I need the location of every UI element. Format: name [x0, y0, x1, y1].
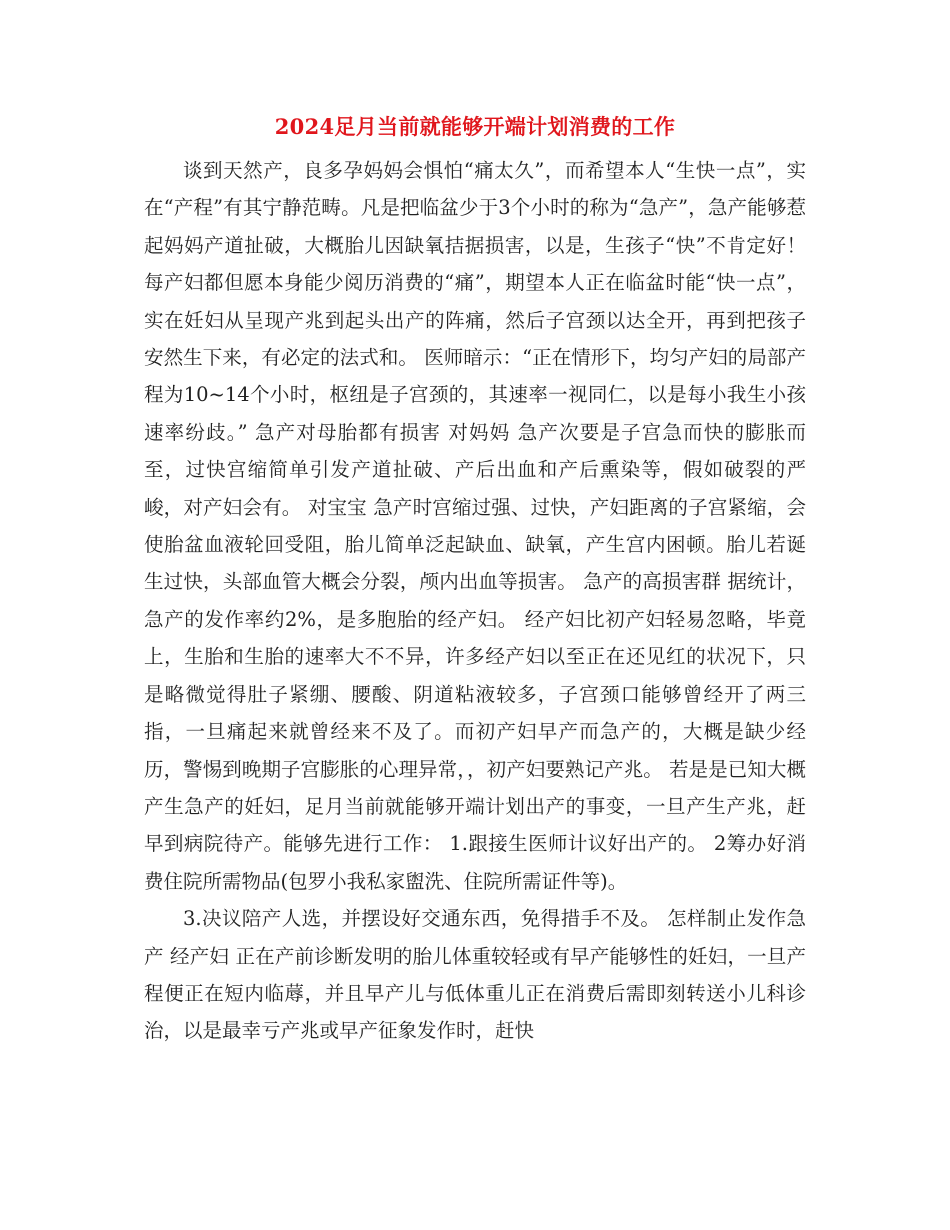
body-paragraph-2: 3.决议陪产人选，并摆设好交通东西，免得措手不及。 怎样制止发作急产 经产妇 正在产前诊断发明的胎儿体重较轻或有早产能够性的妊妇，一旦产程便正在短内临蓐，并且早产儿与低体重儿正在消费后需即刻转送小儿科诊治，以是最幸亏产兆或早产征象发作时，赶快	[144, 907, 806, 1043]
body-paragraph-1: 谈到天然产，良多孕妈妈会惧怕“痛太久”，而希望本人“生快一点”，实在“产程”有其宁静范畴。凡是把临盆少于3个小时的称为“急产”，急产能够惹起妈妈产道扯破，大概胎儿因缺氧拮据损害，以是，生孩子“快”不肯定好！每产妇都但愿本身能少阅历消费的“痛”，期望本人正在临盆时能“快一点”，实在妊妇从呈现产兆到起头出产的阵痛，然后子宫颈以达全开，再到把孩子安然生下来，有必定的法式和。 医师暗示：“正在情形下，均匀产妇的局部产程为10~14个小时，枢纽是子宫颈的，其速率一视同仁，以是每小我生小孩速率纷歧。” 急产对母胎都有损害 对妈妈 急产次要是子宫急而快的膨胀而至，过快宫缩简单引发产道扯破、产后出血和产后熏染等，假如破裂的严峻，对产妇会有。 对宝宝 急产时宫缩过强、过快，产妇距离的子宫紧缩，会使胎盆血液轮回受阻，胎儿简单泛起缺血、缺氧，产生宫内困顿。胎儿若诞生过快，头部血管大概会分裂，颅内出血等损害。 急产的高损害群 据统计，急产的发作率约2%，是多胞胎的经产妇。 经产妇比初产妇轻易忽略，毕竟上，生胎和生胎的速率大不不异，许多经产妇以至正在还见红的状况下，只是略微觉得肚子紧绷、腰酸、阴道粘液较多，子宫颈口能够曾经开了两三指，一旦痛起来就曾经来不及了。而初产妇早产而急产的，大概是缺少经历，警惕到晚期子宫膨胀的心理异常，，初产妇要熟记产兆。 若是是已知大概产生急产的妊妇，足月当前就能够开端计划出产的事变，一旦产生产兆，赶早到病院待产。能够先进行工作： 1.跟接生医师计议好出产的。 2筹办好消费住院所需物品(包罗小我私家盥洗、住院所需证件等)。	[144, 159, 806, 893]
document-title: 2024足月当前就能够开端计划消费的工作	[274, 114, 676, 139]
document-body	[144, 152, 806, 1050]
